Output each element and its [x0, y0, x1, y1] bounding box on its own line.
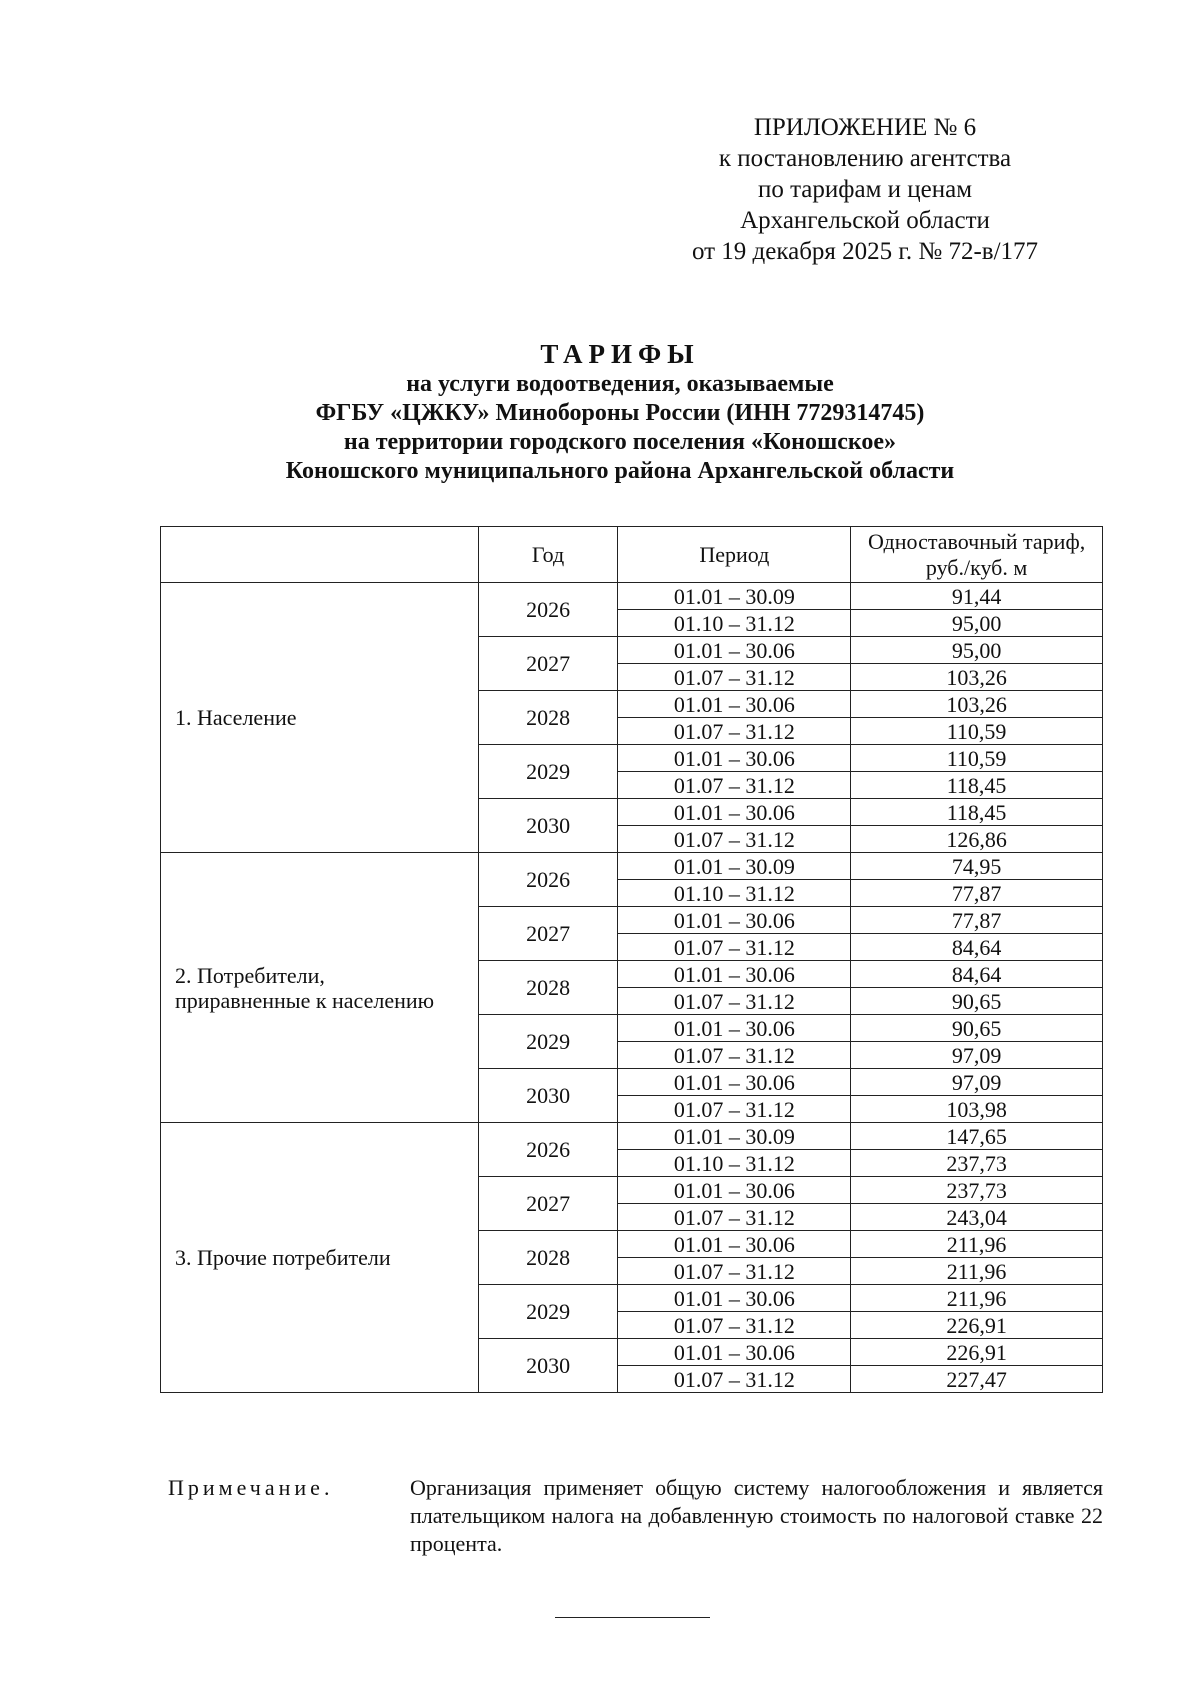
- tariff-cell: 97,09: [851, 1042, 1103, 1069]
- heading-line: на услуги водоотведения, оказываемые: [406, 371, 834, 397]
- tariff-cell: 237,73: [851, 1177, 1103, 1204]
- category-label: 1. Население: [175, 705, 297, 730]
- header-period: Период: [618, 527, 851, 583]
- period-cell: 01.01 – 30.09: [618, 1123, 851, 1150]
- table-body: [161, 583, 1103, 1393]
- period-cell: 01.07 – 31.12: [618, 826, 851, 853]
- year-cell: 2027: [478, 907, 618, 961]
- table-header-row: [161, 527, 1103, 583]
- period-cell: 01.07 – 31.12: [618, 1204, 851, 1231]
- category-label: 3. Прочие потребители: [175, 1245, 391, 1270]
- year-cell: 2027: [478, 637, 618, 691]
- period-cell: 01.07 – 31.12: [618, 772, 851, 799]
- category-cell: [161, 1123, 479, 1393]
- header-tariff: Одноставочный тариф, руб./куб. м: [851, 527, 1103, 583]
- period-cell: 01.01 – 30.06: [618, 1015, 851, 1042]
- appendix-line: Архангельской области: [740, 207, 990, 234]
- tariff-cell: 91,44: [851, 583, 1103, 610]
- table-row: [161, 1123, 1103, 1150]
- tariff-cell: 90,65: [851, 1015, 1103, 1042]
- appendix-block: [650, 112, 1080, 267]
- period-cell: 01.07 – 31.12: [618, 664, 851, 691]
- year-cell: 2026: [478, 853, 618, 907]
- year-cell: 2026: [478, 1123, 618, 1177]
- year-cell: 2028: [478, 691, 618, 745]
- tariff-cell: 211,96: [851, 1285, 1103, 1312]
- heading-line: ФГБУ «ЦЖКУ» Минобороны России (ИНН 7729314745): [315, 400, 925, 426]
- period-cell: 01.01 – 30.06: [618, 637, 851, 664]
- period-cell: 01.10 – 31.12: [618, 610, 851, 637]
- tariff-table: [160, 526, 1103, 1393]
- period-cell: 01.07 – 31.12: [618, 1096, 851, 1123]
- period-cell: 01.07 – 31.12: [618, 718, 851, 745]
- divider: [555, 1617, 710, 1618]
- tariff-cell: 243,04: [851, 1204, 1103, 1231]
- period-cell: 01.07 – 31.12: [618, 1258, 851, 1285]
- period-cell: 01.01 – 30.06: [618, 745, 851, 772]
- header-year: Год: [478, 527, 618, 583]
- tariff-cell: 118,45: [851, 772, 1103, 799]
- tariff-cell: 97,09: [851, 1069, 1103, 1096]
- period-cell: 01.01 – 30.06: [618, 1339, 851, 1366]
- period-cell: 01.01 – 30.06: [618, 1069, 851, 1096]
- period-cell: 01.01 – 30.09: [618, 853, 851, 880]
- table-row: [161, 853, 1103, 880]
- year-cell: 2028: [478, 961, 618, 1015]
- year-cell: 2027: [478, 1177, 618, 1231]
- tariff-cell: 84,64: [851, 934, 1103, 961]
- period-cell: 01.01 – 30.06: [618, 1231, 851, 1258]
- tariff-cell: 227,47: [851, 1366, 1103, 1393]
- tariff-cell: 126,86: [851, 826, 1103, 853]
- tariff-cell: 226,91: [851, 1312, 1103, 1339]
- period-cell: 01.07 – 31.12: [618, 988, 851, 1015]
- period-cell: 01.07 – 31.12: [618, 1312, 851, 1339]
- category-cell: [161, 583, 479, 853]
- period-cell: 01.07 – 31.12: [618, 1042, 851, 1069]
- period-cell: 01.01 – 30.06: [618, 1285, 851, 1312]
- period-cell: 01.10 – 31.12: [618, 1150, 851, 1177]
- note-label: Примечание.: [168, 1475, 334, 1500]
- tariff-cell: 211,96: [851, 1231, 1103, 1258]
- tariff-cell: 118,45: [851, 799, 1103, 826]
- period-cell: 01.10 – 31.12: [618, 880, 851, 907]
- note-text: Организация применяет общую систему налогообложения и является плательщиком налога на добавленную стоимость по налоговой ставке 22 процента.: [410, 1475, 1103, 1556]
- tariff-cell: 226,91: [851, 1339, 1103, 1366]
- year-cell: 2030: [478, 799, 618, 853]
- tariff-cell: 103,26: [851, 664, 1103, 691]
- tariff-cell: 95,00: [851, 637, 1103, 664]
- tariff-cell: 95,00: [851, 610, 1103, 637]
- period-cell: 01.07 – 31.12: [618, 934, 851, 961]
- tariff-cell: 103,26: [851, 691, 1103, 718]
- tariff-cell: 110,59: [851, 745, 1103, 772]
- year-cell: 2030: [478, 1339, 618, 1393]
- tariff-cell: 110,59: [851, 718, 1103, 745]
- tariff-cell: 74,95: [851, 853, 1103, 880]
- tariff-cell: 237,73: [851, 1150, 1103, 1177]
- period-cell: 01.07 – 31.12: [618, 1366, 851, 1393]
- heading-line: на территории городского поселения «Коношское»: [343, 429, 897, 455]
- period-cell: 01.01 – 30.09: [618, 583, 851, 610]
- category-cell: [161, 853, 479, 1123]
- tariff-cell: 90,65: [851, 988, 1103, 1015]
- page-title: ТАРИФЫ: [540, 339, 700, 369]
- tariff-cell: 77,87: [851, 907, 1103, 934]
- period-cell: 01.01 – 30.06: [618, 961, 851, 988]
- table-row: [161, 583, 1103, 610]
- period-cell: 01.01 – 30.06: [618, 691, 851, 718]
- period-cell: 01.01 – 30.06: [618, 799, 851, 826]
- tariff-cell: 147,65: [851, 1123, 1103, 1150]
- tariff-cell: 103,98: [851, 1096, 1103, 1123]
- year-cell: 2026: [478, 583, 618, 637]
- year-cell: 2028: [478, 1231, 618, 1285]
- year-cell: 2029: [478, 745, 618, 799]
- tariff-cell: 84,64: [851, 961, 1103, 988]
- tariff-cell: 211,96: [851, 1258, 1103, 1285]
- appendix-number: ПРИЛОЖЕНИЕ № 6: [753, 114, 977, 141]
- header-category: [161, 527, 479, 583]
- document-heading: [150, 338, 1090, 486]
- period-cell: 01.01 – 30.06: [618, 1177, 851, 1204]
- year-cell: 2029: [478, 1285, 618, 1339]
- tariff-cell: 77,87: [851, 880, 1103, 907]
- appendix-date: от 19 декабря 2025 г. № 72-в/177: [691, 238, 1039, 265]
- appendix-line: к постановлению агентства: [718, 145, 1012, 172]
- year-cell: 2030: [478, 1069, 618, 1123]
- heading-line: Коношского муниципального района Архангельской области: [285, 458, 955, 484]
- period-cell: 01.01 – 30.06: [618, 907, 851, 934]
- category-label: приравненные к населению: [175, 987, 435, 1013]
- year-cell: 2029: [478, 1015, 618, 1069]
- category-label: 2. Потребители,: [175, 962, 325, 988]
- appendix-line: по тарифам и ценам: [757, 176, 973, 203]
